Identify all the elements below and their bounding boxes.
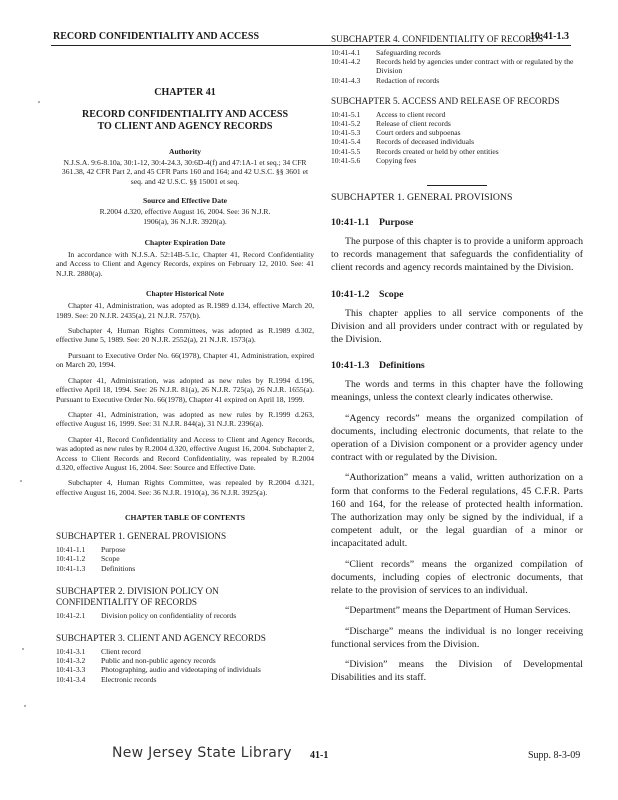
toc-entry: [331, 156, 583, 165]
section-heading: [331, 289, 583, 300]
toc-entry-number: 10:41-5.6: [331, 155, 361, 165]
section-heading: [331, 217, 583, 228]
source-heading: Source and Effective Date: [142, 196, 227, 206]
history-note: Subchapter 4, Human Rights Committee, was repealed by R.2004 d.321, effective August 16, 2004. See: 36 N.J.R. 1910(a), 36 N.J.R. 3925(a).: [56, 478, 314, 497]
toc-entry-number: 10:41-4.3: [331, 75, 361, 85]
toc-entry: [56, 647, 314, 656]
toc-entry-title: Redaction of records: [376, 75, 440, 85]
definition-paragraph: The words and terms in this chapter have the following meanings, unless the context clearly indicates otherwise.: [331, 379, 583, 404]
section-title: Scope: [379, 288, 404, 300]
definition-paragraph: “Client records” means the organized compilation of documents, including copies of electronic documents, that relate to the provision of services to an individual.: [331, 558, 583, 597]
toc-entry-number: 10:41-1.2: [56, 554, 86, 564]
toc-entry: [56, 675, 314, 684]
history-note: Chapter 41, Record Confidentiality and Access to Client and Agency Records, was adopted as new rules by R.2004 d.320, effective August 16, 2004. Subchapter 2, Access to Client Records and Record Confidentiality, was repealed by R.2004 d.320, effective August 16, 2004. See: Source and Effective Date.: [56, 434, 314, 472]
definition-paragraph: “Discharge” means the individual is no longer receiving functional services from the Division.: [331, 625, 583, 650]
toc-entry-title: Safeguarding records: [376, 48, 441, 57]
toc-entry-number: 10:41-3.3: [56, 665, 86, 675]
toc-entry: [56, 554, 314, 563]
subchapter-heading: SUBCHAPTER 1. GENERAL PROVISIONS: [331, 192, 513, 204]
section-title: Purpose: [379, 217, 414, 229]
history-notes: [56, 301, 314, 497]
toc-entry-number: 10:41-3.1: [56, 646, 86, 656]
toc-entry: [331, 128, 583, 137]
history-note: Chapter 41, Administration, was adopted as R.1989 d.134, effective March 20, 1989. See: 20 N.J.R. 2435(a), 21 N.J.R. 757(b).: [56, 301, 314, 320]
toc-entry: [56, 545, 314, 554]
left-column: [56, 56, 314, 684]
authority-heading: Authority: [168, 147, 202, 156]
toc-entry: [331, 57, 583, 75]
section-heading: [331, 360, 583, 371]
toc-entry-title: Records held by agencies under contract with or regulated by the Division: [376, 57, 574, 76]
expiration-heading: Chapter Expiration Date: [144, 238, 226, 248]
section-paragraph: This chapter applies to all service components of the Division and all providers under contract with or regulated by the Division.: [331, 307, 583, 346]
toc-entry-title: Release of client records: [376, 119, 451, 129]
toc-list: [56, 545, 314, 573]
history-note: Subchapter 4, Human Rights Committees, was adopted as R.1989 d.302, effective June 5, 1989. See: 20 N.J.R. 2552(a), 21 N.J.R. 1573(a).: [56, 326, 314, 345]
toc-entry: [331, 48, 583, 57]
toc-list: [56, 647, 314, 684]
toc-heading: CHAPTER TABLE OF CONTENTS: [125, 513, 245, 523]
toc-entry: [331, 76, 583, 85]
toc-list: [331, 48, 583, 85]
toc-subchapter-title: SUBCHAPTER 1. GENERAL PROVISIONS: [56, 531, 227, 542]
toc-entry-title: Photographing, audio and videotaping of individuals: [101, 665, 261, 675]
toc-subchapter-title: SUBCHAPTER 5. ACCESS AND RELEASE OF RECORDS: [331, 95, 560, 106]
chapter-title-line-2: TO CLIENT AND AGENCY RECORDS: [97, 121, 273, 132]
toc-entry: [56, 564, 314, 573]
toc-entry-number: 10:41-3.4: [56, 674, 86, 684]
toc-entry-title: Copying fees: [376, 155, 417, 165]
toc-entry: [331, 119, 583, 128]
toc-entry-title: Records created or held by other entities: [376, 146, 499, 156]
toc-entry-title: Electronic records: [101, 674, 157, 684]
right-column: [331, 34, 583, 684]
toc-subchapter-title: SUBCHAPTER 2. DIVISION POLICY ON CONFIDENTIALITY OF RECORDS: [56, 585, 219, 607]
toc-entry: [331, 147, 583, 156]
definition-paragraph: “Division” means the Division of Developmental Disabilities and its staff.: [331, 658, 583, 684]
section-paragraph: The purpose of this chapter is to provide a uniform approach to records management that safeguards the confidentiality of client records and agency records maintained by the Division.: [331, 236, 583, 274]
toc-entry: [56, 665, 314, 674]
toc-entry: [331, 110, 583, 119]
supplement-date: Supp. 8-3-09: [528, 750, 581, 761]
toc-entry-number: 10:41-4.2: [331, 57, 361, 67]
toc-entry-title: Definitions: [101, 563, 136, 573]
separator-rule: [427, 185, 487, 186]
toc-entry-number: 10:41-5.2: [331, 119, 361, 129]
section-title: Definitions: [379, 360, 425, 372]
toc-entry-title: Scope: [101, 554, 120, 564]
chapter-title-line-1: RECORD CONFIDENTIALITY AND ACCESS: [81, 109, 289, 120]
toc-subchapter-title: SUBCHAPTER 3. CLIENT AND AGENCY RECORDS: [56, 632, 266, 643]
history-heading: Chapter Historical Note: [146, 289, 224, 299]
toc-entry: [56, 611, 314, 620]
page-number: 41-1: [310, 750, 329, 761]
chapter-number: CHAPTER 41: [154, 87, 216, 98]
toc-entry-number: 10:41-5.1: [331, 109, 361, 119]
toc-subchapter-title: SUBCHAPTER 4. CONFIDENTIALITY OF RECORDS: [331, 34, 544, 44]
library-watermark: New Jersey State Library: [112, 745, 292, 761]
header-title: RECORD CONFIDENTIALITY AND ACCESS: [53, 31, 260, 42]
toc-entry-title: Client record: [101, 646, 141, 656]
toc-entry: [331, 137, 583, 146]
section-number: 10:41-1.3: [331, 360, 370, 372]
toc-entry-title: Division policy on confidentiality of records: [101, 610, 237, 620]
section-number: 10:41-1.2: [331, 288, 370, 300]
toc-entry-title: Court orders and subpoenas: [376, 128, 461, 138]
toc-entry-title: Access to client record: [376, 109, 446, 119]
definition-paragraph: “Agency records” means the organized compilation of documents, including electronic documents, that relate to the operation of a Division component or a provider agency under contract with or regulated by the Division.: [331, 412, 583, 464]
toc-entry-number: 10:41-4.1: [331, 48, 361, 57]
toc-entry-title: Public and non-public agency records: [101, 656, 216, 666]
source-text: R.2004 d.320, effective August 16, 2004. See: 36 N.J.R. 1906(a), 36 N.J.R. 3920(a).: [99, 207, 271, 226]
scan-speck: [24, 705, 26, 707]
history-note: Chapter 41, Administration, was adopted as new rules by R.1994 d.196, effective April 18, 1994. See: 26 N.J.R. 81(a), 26 N.J.R. 725(a), 26 N.J.R. 1655(a). Pursuant to Executive Order No. 66(1978), Chapter 41 expired on April 18, 1999.: [56, 375, 314, 404]
toc-entry-number: 10:41-5.4: [331, 137, 361, 147]
scan-speck: [22, 648, 24, 650]
expiration-text: In accordance with N.J.S.A. 52:14B-5.1c, Chapter 41, Record Confidentiality and Access to Client and Agency Records, expires on February 12, 2010. See: 41 N.J.R. 2880(a).: [56, 250, 314, 278]
authority-text: N.J.S.A. 9:6-8.10a, 30:1-12, 30:4-24.3, 30:6D-4(f) and 47:1A-1 et seq.; 34 CFR 361.38, 42 CFR Part 2, and 45 CFR Parts 160 and 164; and 42 U.S.C. §§ 3601 et seq. and 42 U.S.C. §§ 15001 et seq.: [61, 158, 309, 186]
history-note: Chapter 41, Administration, was adopted as new rules by R.1999 d.263, effective August 16, 1999. See: 31 N.J.R. 844(a), 31 N.J.R. 2396(a).: [56, 409, 314, 429]
toc-entry-title: Records of deceased individuals: [376, 137, 475, 147]
toc-entry-number: 10:41-5.5: [331, 146, 361, 156]
definition-paragraph: “Authorization” means a valid, written authorization on a form that conforms to the Federal regulations, 45 C.F.R. Parts 160 and 164, for the release of protected health information. The authorization may only be signed by the individual, if a competent adult, or the legal guardian of a minor or incapacitated adult.: [331, 472, 583, 550]
history-note: Pursuant to Executive Order No. 66(1978), Chapter 41, Administration, expired on March 20, 1994.: [56, 350, 314, 370]
toc-entry-number: 10:41-1.3: [56, 563, 86, 573]
toc-entry-number: 10:41-1.1: [56, 545, 86, 555]
toc-entry: [56, 656, 314, 665]
toc-entry-number: 10:41-3.2: [56, 656, 86, 666]
scan-speck: [20, 480, 22, 482]
scan-speck: [38, 101, 40, 103]
toc-entry-number: 10:41-2.1: [56, 610, 86, 620]
chapter-title: [56, 109, 314, 133]
toc-list: [331, 110, 583, 165]
toc-entry-number: 10:41-5.3: [331, 128, 361, 138]
section-number: 10:41-1.1: [331, 217, 370, 229]
definition-paragraph: “Department” means the Department of Human Services.: [345, 605, 571, 617]
toc-list: [56, 611, 314, 620]
toc-entry-title: Purpose: [101, 545, 126, 555]
header-section-number: 10:41-1.3: [529, 31, 569, 42]
